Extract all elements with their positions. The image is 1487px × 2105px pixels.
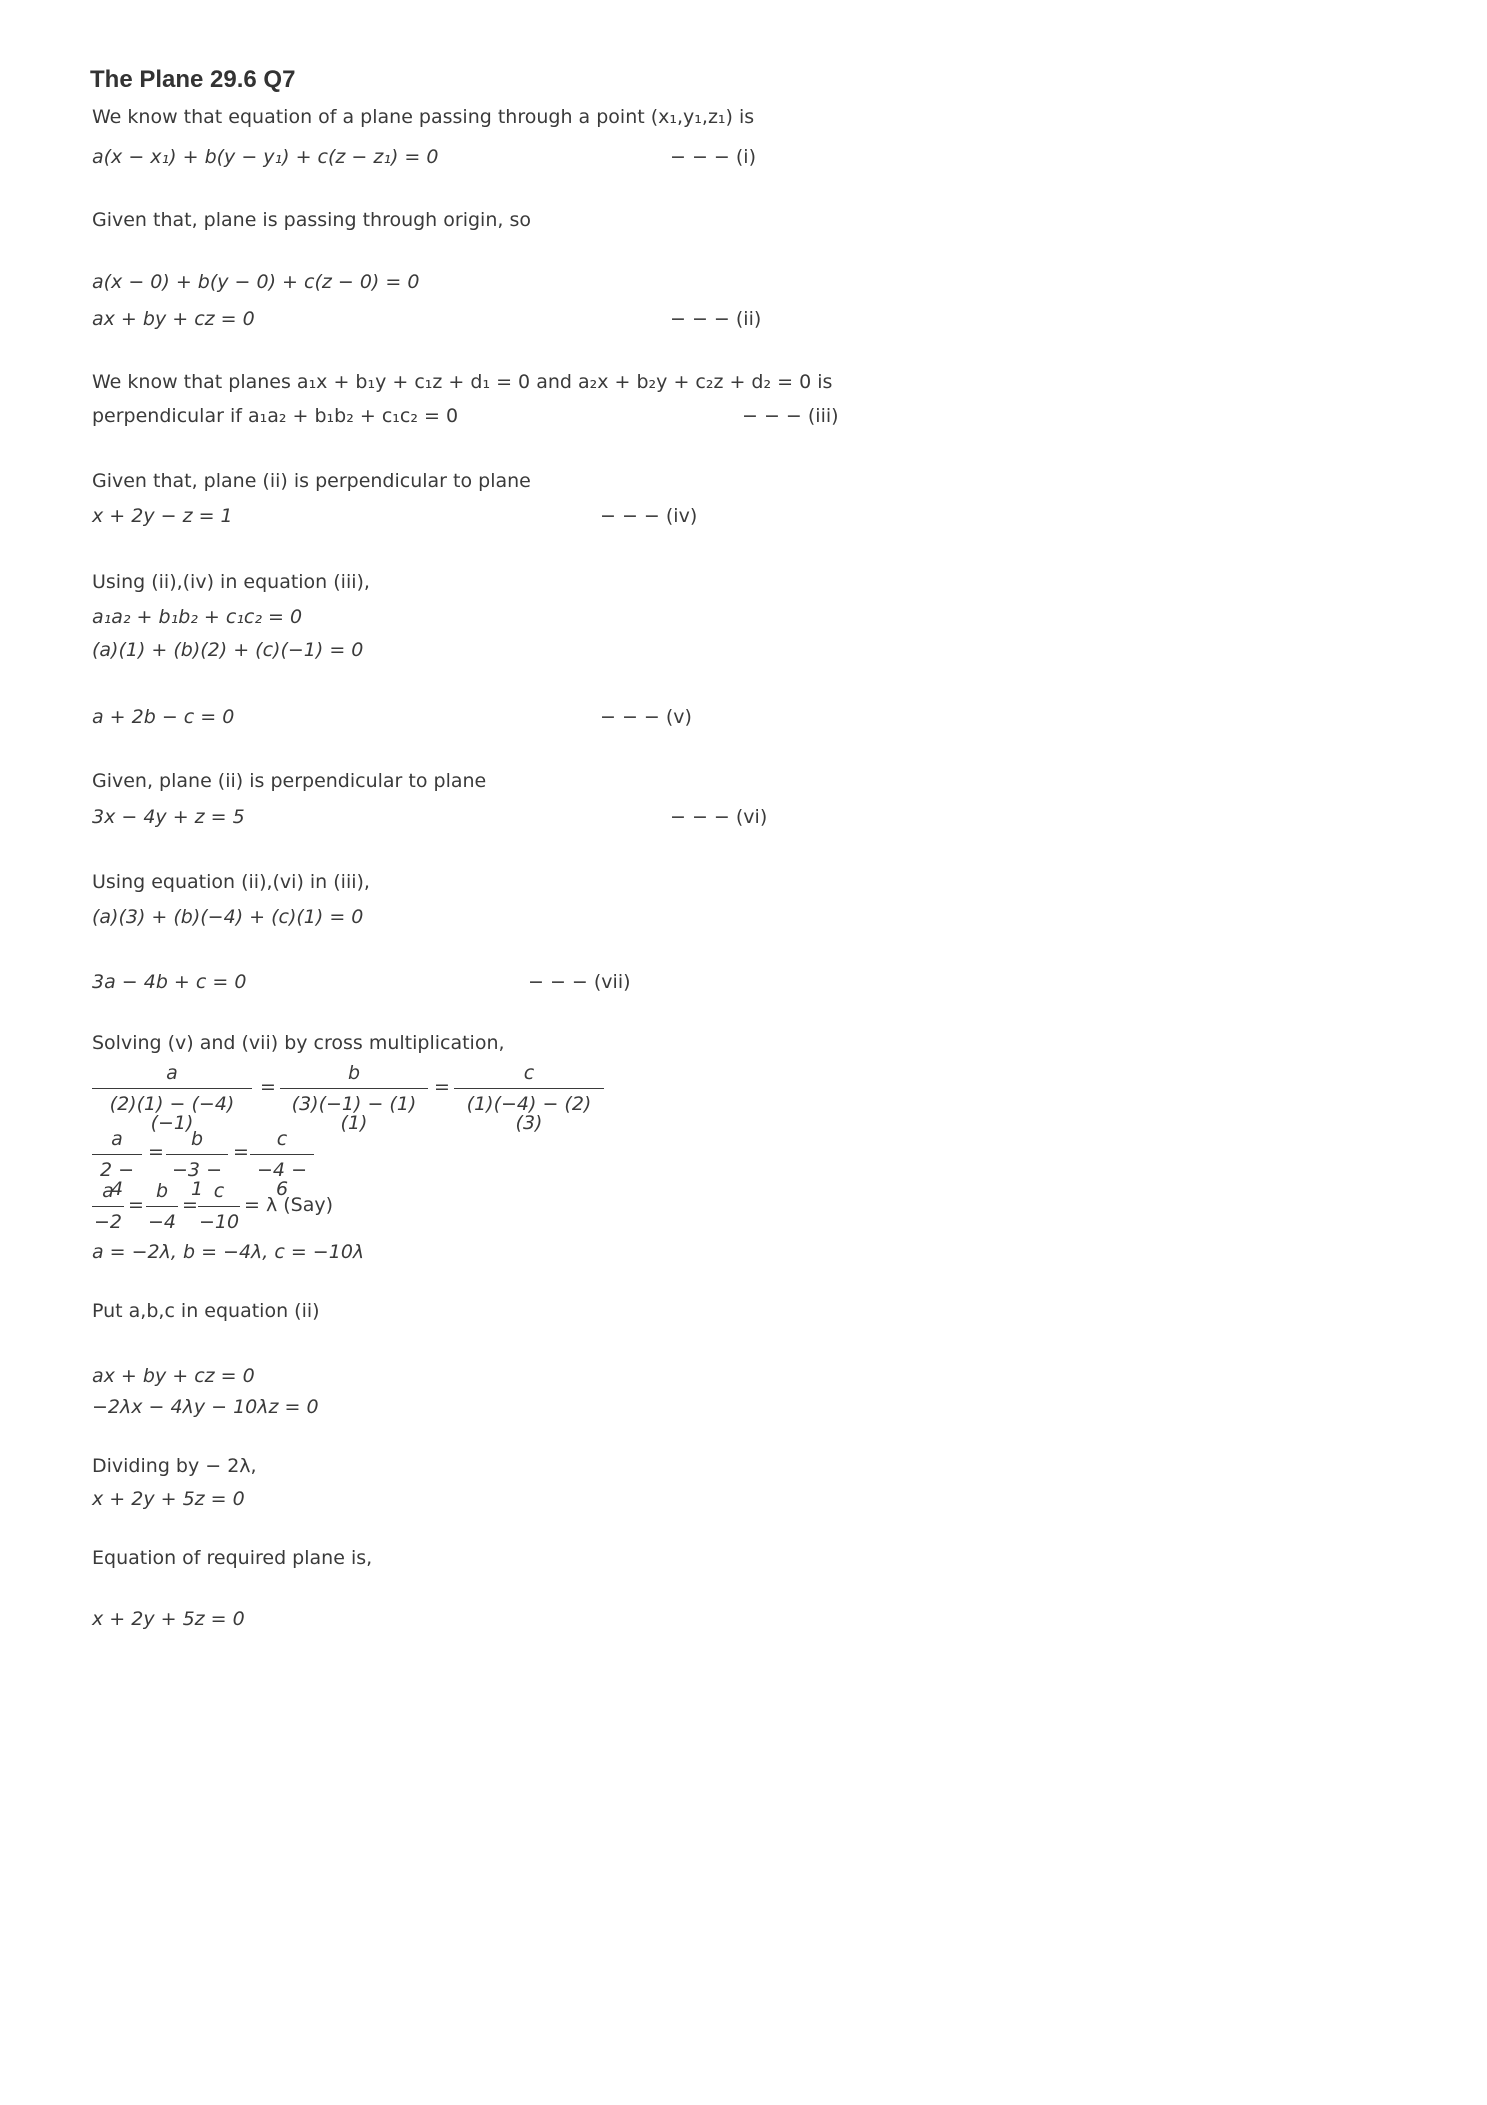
fraction-a-cross: a (2)(1) − (−4)(−1) [92, 1064, 252, 1133]
equals-sign: = [148, 1141, 164, 1163]
text-line-dividing: Dividing by − 2λ, [92, 1455, 257, 1477]
equation-condition: a₁a₂ + b₁b₂ + c₁c₂ = 0 [92, 606, 303, 628]
equation-plane-origin-repeat: ax + by + cz = 0 [92, 1365, 255, 1387]
equation-plane-vi: 3x − 4y + z = 5 [92, 806, 245, 828]
equation-plane-origin: ax + by + cz = 0 [92, 308, 255, 330]
equation-substitution-iv: (a)(1) + (b)(2) + (c)(−1) = 0 [92, 639, 364, 661]
equation-abc-lambda: a = −2λ, b = −4λ, c = −10λ [92, 1241, 365, 1263]
text-line-given-perpendicular: Given that, plane (ii) is perpendicular to plane [92, 470, 531, 492]
fraction-c-final: c −10 [198, 1180, 240, 1233]
text-line-origin: Given that, plane is passing through origin, so [92, 209, 531, 231]
equation-lambda-substituted: −2λx − 4λy − 10λz = 0 [92, 1396, 319, 1418]
equation-plane-point: a(x − x₁) + b(y − y₁) + c(z − z₁) = 0 [92, 146, 439, 168]
text-line-required-plane: Equation of required plane is, [92, 1547, 373, 1569]
fraction-b-final: b −4 [147, 1180, 176, 1233]
text-line-put-abc: Put a,b,c in equation (ii) [92, 1300, 320, 1322]
text-line-perpendicular-if: perpendicular if a₁a₂ + b₁b₂ + c₁c₂ = 0 [92, 405, 459, 427]
equals-sign: = [434, 1076, 450, 1098]
equation-vii: 3a − 4b + c = 0 [92, 971, 247, 993]
fraction-c-cross: c (1)(−4) − (2)(3) [454, 1064, 604, 1133]
fraction-a-final: a −2 [93, 1180, 122, 1233]
equals-sign: = [233, 1141, 249, 1163]
text-line-using-ii-iv: Using (ii),(iv) in equation (iii), [92, 571, 370, 593]
fraction-b-simplified: b −3 − 1 [166, 1130, 228, 1199]
text-line-cross-multiplication: Solving (v) and (vii) by cross multiplication, [92, 1032, 505, 1054]
lambda-say: = λ (Say) [244, 1194, 334, 1216]
equals-sign: = [128, 1194, 144, 1216]
text-line-given-plane-vi: Given, plane (ii) is perpendicular to plane [92, 770, 487, 792]
equation-tag-vii: − − − (vii) [528, 971, 631, 993]
fraction-a-simplified: a 2 − 4 [92, 1130, 142, 1199]
equation-substitution-vi: (a)(3) + (b)(−4) + (c)(1) = 0 [92, 906, 364, 928]
page-title: The Plane 29.6 Q7 [90, 66, 296, 93]
equals-sign: = [182, 1194, 198, 1216]
text-line-perpendicular-condition: We know that planes a₁x + b₁y + c₁z + d₁ = 0 and a₂x + b₂y + c₂z + d₂ = 0 is [92, 371, 833, 393]
text-line-intro: We know that equation of a plane passing through a point (x₁,y₁,z₁) is [92, 106, 755, 128]
equation-divided: x + 2y + 5z = 0 [92, 1488, 245, 1510]
equation-plane-iv: x + 2y − z = 1 [92, 505, 233, 527]
equation-tag-vi: − − − (vi) [670, 806, 768, 828]
equation-final-answer: x + 2y + 5z = 0 [92, 1608, 245, 1630]
text-line-using-ii-vi: Using equation (ii),(vi) in (iii), [92, 871, 370, 893]
equation-tag-ii: − − − (ii) [670, 308, 762, 330]
equals-sign: = [260, 1076, 276, 1098]
equation-origin-substitution: a(x − 0) + b(y − 0) + c(z − 0) = 0 [92, 271, 420, 293]
equation-tag-i: − − − (i) [670, 146, 756, 168]
fraction-c-simplified: c −4 − 6 [250, 1130, 314, 1199]
equation-v: a + 2b − c = 0 [92, 706, 235, 728]
fraction-b-cross: b (3)(−1) − (1)(1) [280, 1064, 428, 1133]
equation-tag-iv: − − − (iv) [600, 505, 698, 527]
equation-tag-v: − − − (v) [600, 706, 692, 728]
equation-tag-iii: − − − (iii) [742, 405, 839, 427]
